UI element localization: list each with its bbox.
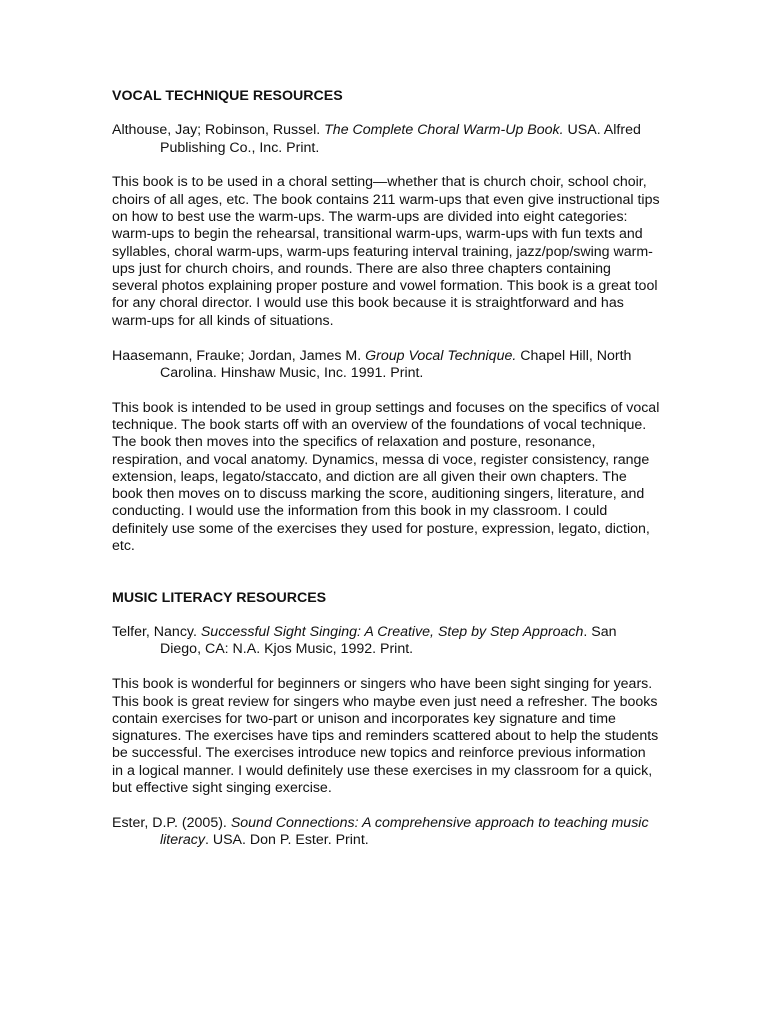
citation-telfer: [112, 624, 660, 659]
citation-publisher: Chapel Hill, North Carolina. Hinshaw Music, Inc. 1991. Print.: [160, 347, 632, 381]
citation-publisher: . San Diego, CA: N.A. Kjos Music, 1992. Print.: [160, 624, 617, 658]
citation-publisher: . USA. Don P. Ester. Print.: [204, 832, 369, 849]
annotation-haasemann: This book is intended to be used in group settings and focuses on the specifics of vocal technique. The book starts off with an overview of the foundations of vocal technique. The book then moves into the specifics of relaxation and posture, resonance, respiration, and vocal anatomy. Dynamics, messa di voce, register consistency, range extension, leaps, legato/staccato, and diction are all given their own chapters. The book then moves on to discuss marking the score, auditioning singers, literature, and conducting. I would use the information from this book in my classroom. I could definitely use some of the exercises they used for posture, expression, legato, diction, etc.: [112, 399, 660, 555]
annotation-telfer: This book is wonderful for beginners or singers who have been sight singing for years. This book is great review for singers who maybe even just need a refresher. The books contain exercises for two-part or unison and incorporates key signature and time signatures. The exercises have tips and reminders scattered about to help the students be successful. The exercises introduce new topics and reinforce previous information in a logical manner. I would definitely use these exercises in my classroom for a quick, but effective sight singing exercise.: [112, 676, 659, 796]
citation-haasemann: [112, 348, 660, 383]
citation-authors: Haasemann, Frauke; Jordan, James M.: [112, 347, 366, 364]
citation-title: The Complete Choral Warm-Up Book.: [324, 122, 564, 139]
annotation-althouse: This book is to be used in a choral setting—whether that is church choir, school choir, choirs of all ages, etc. The book contains 211 warm-ups that even give instructional tips on how to best use the warm-ups. The warm-ups are divided into eight categories: warm-ups to begin the rehearsal, transitional warm-ups, warm-ups with fun texts and syllables, choral warm-ups, warm-ups featuring interval training, jazz/pop/swing warm-ups just for church choirs, and rounds. There are also three chapters containing several photos explaining proper posture and vowel formation. This book is a great tool for any choral director. I would use this book because it is straightforward and has warm-ups for all kinds of situations.: [112, 174, 660, 329]
citation-althouse: [112, 122, 660, 157]
citation-publisher: USA. Alfred Publishing Co., Inc. Print.: [160, 122, 641, 156]
section-spacer: [112, 573, 660, 590]
citation-title: Group Vocal Technique.: [365, 347, 517, 364]
citation-ester: [112, 815, 660, 850]
citation-title: Successful Sight Singing: A Creative, Step by Step Approach: [200, 624, 584, 641]
section-heading-music-literacy: MUSIC LITERACY RESOURCES: [112, 589, 327, 606]
citation-authors: Althouse, Jay; Robinson, Russel.: [112, 122, 325, 139]
bibliography: [112, 88, 660, 867]
citation-authors: Ester, D.P. (2005).: [112, 814, 231, 831]
section-heading-vocal-technique: VOCAL TECHNIQUE RESOURCES: [112, 88, 343, 104]
citation-authors: Telfer, Nancy.: [112, 624, 201, 641]
citation-title: Sound Connections: A comprehensive approach to teaching music literacy: [160, 814, 649, 849]
